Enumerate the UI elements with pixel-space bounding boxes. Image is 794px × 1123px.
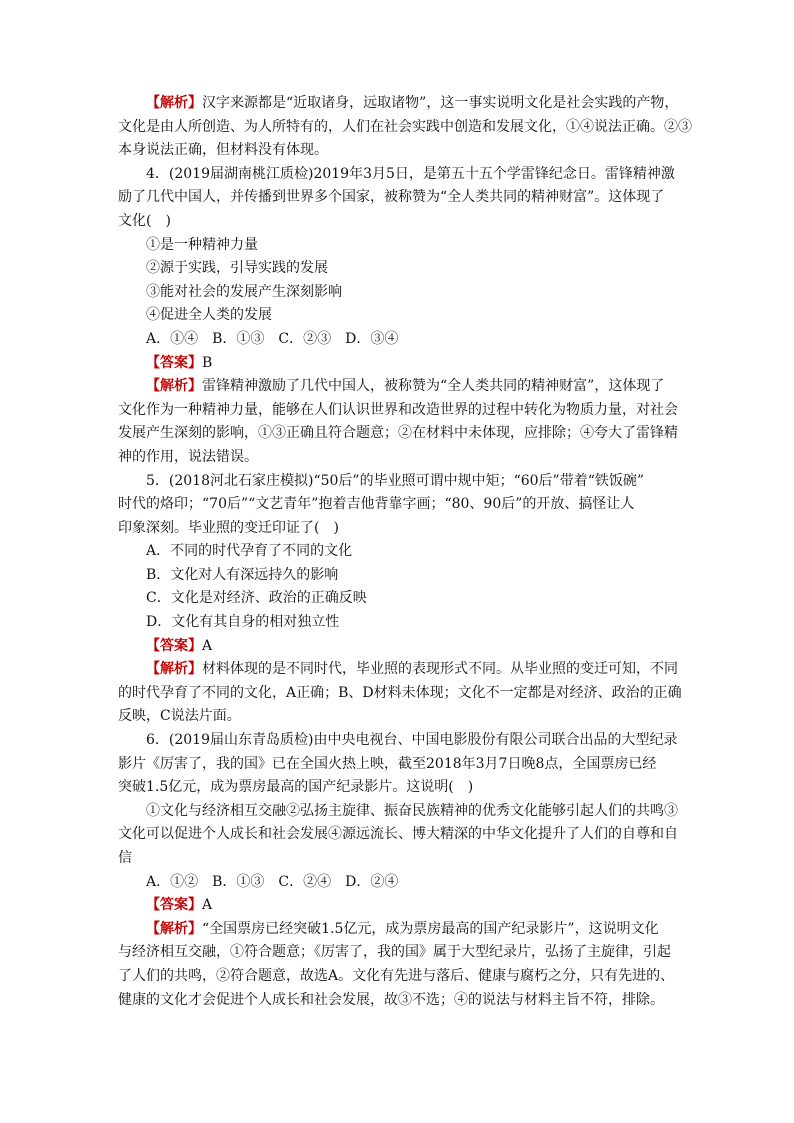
analysis-line: 【 解析 】 汉字来源都是“近取诸身，远取诸物”，这一事实说明文化是社会实践的产物， <box>118 92 678 116</box>
answer-tag: 【 答案 】 <box>146 897 202 913</box>
choice-row: A．①④ B．①③ C．②③ D．③④ <box>146 330 399 347</box>
question-stem: 时代的烙印；“70后”“文艺青年”抱着吉他背靠字画；“80、90后”的开放、搞怪让人 <box>118 496 635 513</box>
question-stem: 文化( ) <box>118 212 171 229</box>
answer-line <box>118 352 678 376</box>
analysis-line: 【 解析 】 材料体现的是不同时代，毕业照的表现形式不同。从毕业照的变迁可知，不同 <box>118 658 678 682</box>
analysis-tag: 【 解析 】 <box>146 95 202 111</box>
analysis-line: 了人们的共鸣，②符合题意，故选A。文化有先进与落后、健康与腐朽之分，只有先进的、 <box>118 967 675 984</box>
analysis-tag: 【 解析 】 <box>146 661 202 677</box>
analysis-line: 健康的文化才会促进个人成长和社会发展，故③不选；④的说法与材料主旨不符，排除。 <box>118 991 664 1008</box>
answer-value: A <box>202 897 213 914</box>
answer-value: A <box>202 637 213 654</box>
statement-item: ①是一种精神力量 <box>146 236 258 253</box>
answer-tag: 【 答案 】 <box>146 638 202 654</box>
question-stem: 励了几代中国人，并传播到世界多个国家，被称赞为“全人类共同的精神财富”。这体现了 <box>118 189 665 206</box>
analysis-line: 反映，C说法片面。 <box>118 708 241 725</box>
option-c: C．文化是对经济、政治的正确反映 <box>146 590 367 607</box>
statement-item: ④促进全人类的发展 <box>146 307 272 324</box>
analysis-line: 发展产生深刻的影响，①③正确且符合题意；②在材料中未体现，应排除；④夸大了雷锋精 <box>118 425 678 442</box>
answer-tag: 【 答案 】 <box>146 355 202 371</box>
option-a: A．不同的时代孕育了不同的文化 <box>146 543 353 560</box>
analysis-line: 【 解析 】 雷锋精神激励了几代中国人，被称赞为“全人类共同的精神财富”，这体现了 <box>118 375 678 399</box>
option-b: B．文化对人有深远持久的影响 <box>146 566 339 583</box>
analysis-line: 本身说法正确，但材料没有体现。 <box>118 142 328 159</box>
question-stem: 5．(2018河北石家庄模拟)“50后”的毕业照可谓中规中矩；“60后”带着“铁饭碗” <box>146 472 645 489</box>
choice-row: A．①② B．①③ C．②④ D．②④ <box>146 873 399 890</box>
statement-item: ①文化与经济相互交融②弘扬主旋律、振奋民族精神的优秀文化能够引起人们的共鸣③ <box>146 802 678 819</box>
analysis-line: 【 解析 】 “全国票房已经突破1.5亿元，成为票房最高的国产纪录影片”，这说明文化 <box>118 918 678 942</box>
question-stem: 6．(2019届山东青岛质检)由中央电视台、中国电影股份有限公司联合出品的大型纪录 <box>146 732 678 749</box>
analysis-tag: 【 解析 】 <box>146 921 202 937</box>
option-d: D．文化有其自身的相对独立性 <box>146 614 340 631</box>
question-stem: 4．(2019届湖南桃江质检)2019年3月5日，是第五十五个学雷锋纪念日。雷锋精神激 <box>146 165 675 182</box>
statement-item: ③能对社会的发展产生深刻影响 <box>146 283 342 300</box>
question-stem: 印象深刻。毕业照的变迁印证了( ) <box>118 519 339 536</box>
statement-item: 信 <box>118 850 132 866</box>
question-stem: 影片《厉害了，我的国》已在全国火热上映，截至2018年3月7日晚8点，全国票房已经 <box>118 755 657 772</box>
statement-item: ②源于实践，引导实践的发展 <box>146 260 328 277</box>
analysis-line: 文化作为一种精神力量，能够在人们认识世界和改造世界的过程中转化为物质力量，对社会 <box>118 401 678 418</box>
analysis-line: 的时代孕育了不同的文化，A正确；B、D材料未体现；文化不一定都是对经济、政治的正确 <box>118 684 682 701</box>
analysis-tag: 【 解析 】 <box>146 378 202 394</box>
analysis-line: 神的作用，说法错误。 <box>118 448 258 465</box>
analysis-line: 与经济相互交融，①符合题意；《厉害了，我的国》属于大型纪录片，弘扬了主旋律，引起 <box>118 944 671 961</box>
document-page <box>118 92 692 1012</box>
statement-item: 文化可以促进个人成长和社会发展④源远流长、博大精深的中华文化提升了人们的自尊和自 <box>118 826 678 843</box>
analysis-line: 文化是由人所创造、为人所特有的，人们在社会实践中创造和发展文化，①④说法正确。②③ <box>118 118 692 135</box>
question-stem: 突破1.5亿元，成为票房最高的国产纪录影片。这说明( ) <box>118 779 474 796</box>
answer-line <box>118 894 678 918</box>
answer-value: B <box>202 354 213 371</box>
answer-line <box>118 635 678 659</box>
